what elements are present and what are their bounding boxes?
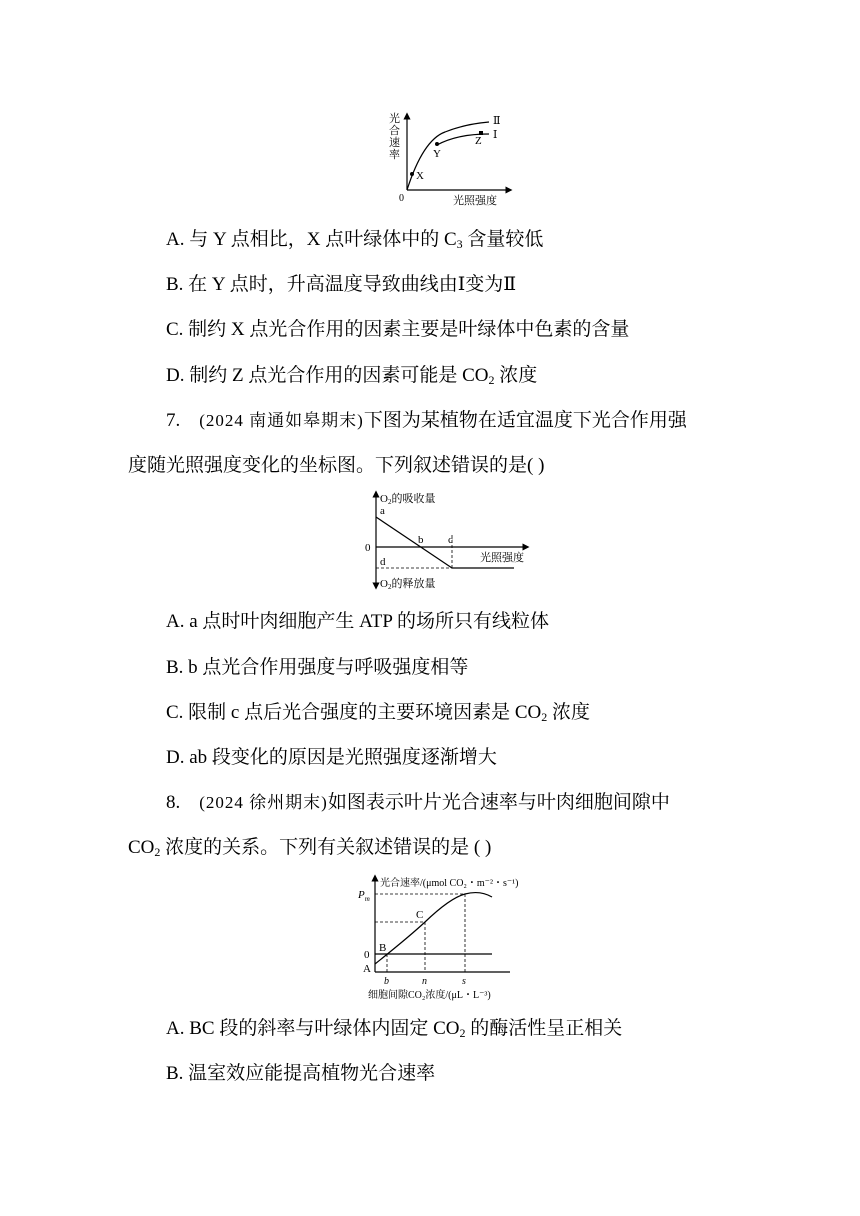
q7-option-a: A. a 点时叶肉细胞产生 ATP 的场所只有线粒体 — [166, 611, 549, 632]
point-d-label: d — [380, 556, 386, 568]
point-C-label: C — [416, 909, 424, 921]
bottom-label-sub: 2 — [387, 583, 392, 591]
point-B-label: B — [379, 942, 387, 954]
x-axis-label: 光照强度 — [453, 195, 497, 207]
point-x-label: X — [416, 170, 424, 182]
q6-option-b: B. 在 Y 点时，升高温度导致曲线由Ⅰ变为Ⅱ — [166, 274, 517, 295]
figure-co2-response — [350, 872, 550, 1006]
q8-option-a-sub: 2 — [459, 1026, 466, 1040]
q8-source: (2024 徐州期末) — [199, 793, 328, 812]
q8-stem-line2-sub: 2 — [154, 845, 161, 859]
q7-stem-line2: 度随光照强度变化的坐标图。下列叙述错误的是( ) — [128, 455, 545, 476]
point-A-label: A — [363, 963, 371, 975]
top-label-sub: 2 — [387, 498, 392, 506]
tick-s-label: s — [462, 976, 466, 987]
q7-stem-text: 下图为某植物在适宜温度下光合作用强 — [363, 410, 687, 431]
origin-label: 0 — [399, 193, 404, 204]
q7-source: (2024 南通如皋期末) — [199, 411, 364, 430]
top-label-pre: O — [380, 493, 388, 505]
q8-stem-line2-tail: 浓度的关系。下列有关叙述错误的是 ( ) — [160, 837, 492, 858]
q7-option-c — [166, 701, 590, 725]
q8-stem-line1 — [166, 791, 670, 815]
figure-light-response-curves — [385, 110, 515, 210]
figure-o2-exchange — [362, 490, 542, 592]
q8-option-b: B. 温室效应能提高植物光合速率 — [166, 1063, 436, 1084]
bottom-label — [380, 577, 435, 591]
q8-stem-text: 如图表示叶片光合速率与叶肉细胞间隙中 — [327, 792, 670, 813]
q8-option-a — [166, 1017, 622, 1041]
point-c-label: c — [448, 534, 453, 546]
point-z-label: Z — [475, 135, 482, 147]
x-axis-label: 细胞间隙CO₂浓度/(μL・L⁻³) — [368, 990, 491, 1001]
response-line — [376, 517, 452, 568]
x-axis-label: 光照强度 — [480, 552, 524, 564]
q6-option-d — [166, 364, 537, 388]
point-y-marker — [435, 142, 439, 146]
origin-label: 0 — [364, 949, 370, 961]
curve-II-label: Ⅱ — [493, 115, 501, 127]
q6-option-d-sub: 2 — [488, 373, 495, 387]
q7-option-c-text: C. 限制 c 点后光合强度的主要环境因素是 CO — [166, 702, 542, 723]
q7-stem-line1 — [166, 409, 687, 433]
pm-label — [357, 889, 370, 903]
y-label-char-4: 率 — [389, 149, 400, 161]
q7-option-d: D. ab 段变化的原因是光照强度逐渐增大 — [166, 747, 497, 768]
point-x-marker — [410, 172, 414, 176]
q7-option-b: B. b 点光合作用强度与呼吸强度相等 — [166, 657, 469, 678]
pm-label-text: P — [358, 889, 365, 901]
top-label — [380, 491, 435, 506]
q7-option-c-tail: 浓度 — [547, 702, 591, 723]
q8-stem-line2 — [128, 836, 491, 860]
rate-curve — [375, 893, 492, 964]
tick-b-label: b — [384, 976, 389, 987]
origin-label: 0 — [365, 542, 371, 554]
y-label-char-1: 光 — [389, 113, 400, 125]
q6-option-a-sub: 3 — [456, 237, 463, 251]
point-a-label: a — [380, 505, 385, 517]
q6-option-c: C. 制约 X 点光合作用的因素主要是叶绿体中色素的含量 — [166, 319, 630, 340]
q6-option-a — [166, 228, 543, 252]
q6-option-a-tail: 含量较低 — [462, 229, 544, 250]
q6-option-d-tail: 浓度 — [494, 365, 538, 386]
curve-I-label: Ⅰ — [493, 129, 498, 141]
y-label-char-3: 速 — [389, 137, 400, 149]
q8-option-a-text: A. BC 段的斜率与叶绿体内固定 CO — [166, 1018, 460, 1039]
q8-stem-line2-text: CO — [128, 837, 155, 858]
bottom-label-pre: O — [380, 578, 388, 590]
q6-option-d-text: D. 制约 Z 点光合作用的因素可能是 CO — [166, 365, 489, 386]
point-y-label: Y — [433, 148, 441, 160]
y-axis-label: 光合速率/(μmol CO₂・m⁻²・s⁻¹) — [380, 878, 519, 889]
y-label-char-2: 合 — [389, 125, 400, 137]
pm-label-sub: m — [364, 895, 370, 903]
q7-number: 7. — [166, 410, 181, 431]
q7-option-c-sub: 2 — [541, 710, 548, 724]
point-b-label: b — [418, 534, 424, 546]
q8-option-a-tail: 的酶活性呈正相关 — [465, 1018, 623, 1039]
bottom-label-post: 的释放量 — [391, 578, 436, 590]
q8-number: 8. — [166, 792, 181, 813]
top-label-post: 的吸收量 — [391, 493, 436, 505]
tick-n-label: n — [422, 976, 427, 987]
q6-option-a-text: A. 与 Y 点相比，X 点叶绿体中的 C — [166, 229, 457, 250]
